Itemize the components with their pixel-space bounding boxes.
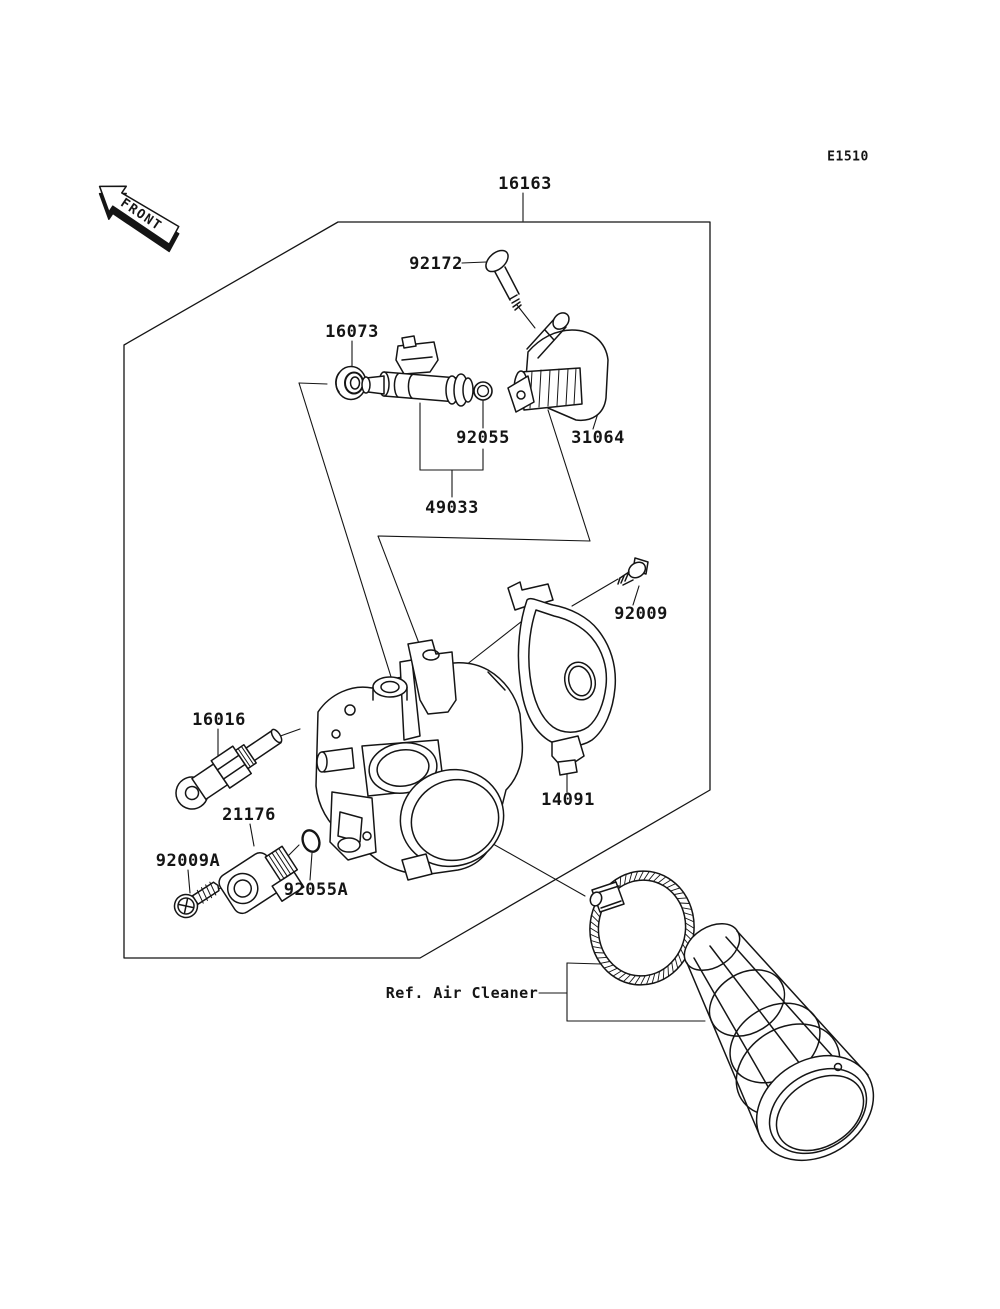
front-label: FRONT (117, 195, 165, 235)
part-label-92055A[interactable]: 92055A (283, 880, 349, 900)
part-label-31064[interactable]: 31064 (571, 428, 625, 448)
part-92009-screw (618, 558, 648, 585)
part-14091-cover (508, 582, 615, 775)
part-label-21176[interactable]: 21176 (222, 805, 276, 825)
part-92172-screw (482, 246, 521, 310)
part-label-16073[interactable]: 16073 (325, 322, 379, 342)
part-label-49033[interactable]: 49033 (425, 498, 479, 518)
part-49033-injector (362, 336, 473, 406)
part-hose-clamp (583, 864, 702, 991)
part-label-92172[interactable]: 92172 (409, 254, 463, 274)
part-label-16016[interactable]: 16016 (192, 710, 246, 730)
part-16163-throttle-body (316, 640, 522, 880)
part-92009A-screw (170, 876, 224, 922)
part-label-92055[interactable]: 92055 (456, 428, 510, 448)
part-31064-sensor (508, 310, 608, 421)
front-arrow-icon (87, 174, 186, 257)
part-label-92009[interactable]: 92009 (614, 604, 668, 624)
part-air-cleaner-duct (676, 914, 893, 1181)
part-label-92009A[interactable]: 92009A (155, 851, 221, 871)
part-92055A-oring (300, 828, 323, 854)
ref-air-cleaner-label[interactable]: Ref. Air Cleaner (385, 984, 539, 1002)
part-label-14091[interactable]: 14091 (541, 790, 595, 810)
part-label-16163[interactable]: 16163 (498, 174, 552, 194)
diagram-code: E1510 (827, 149, 869, 165)
part-92055-oring (474, 382, 492, 400)
part-16016-joint (170, 721, 289, 816)
